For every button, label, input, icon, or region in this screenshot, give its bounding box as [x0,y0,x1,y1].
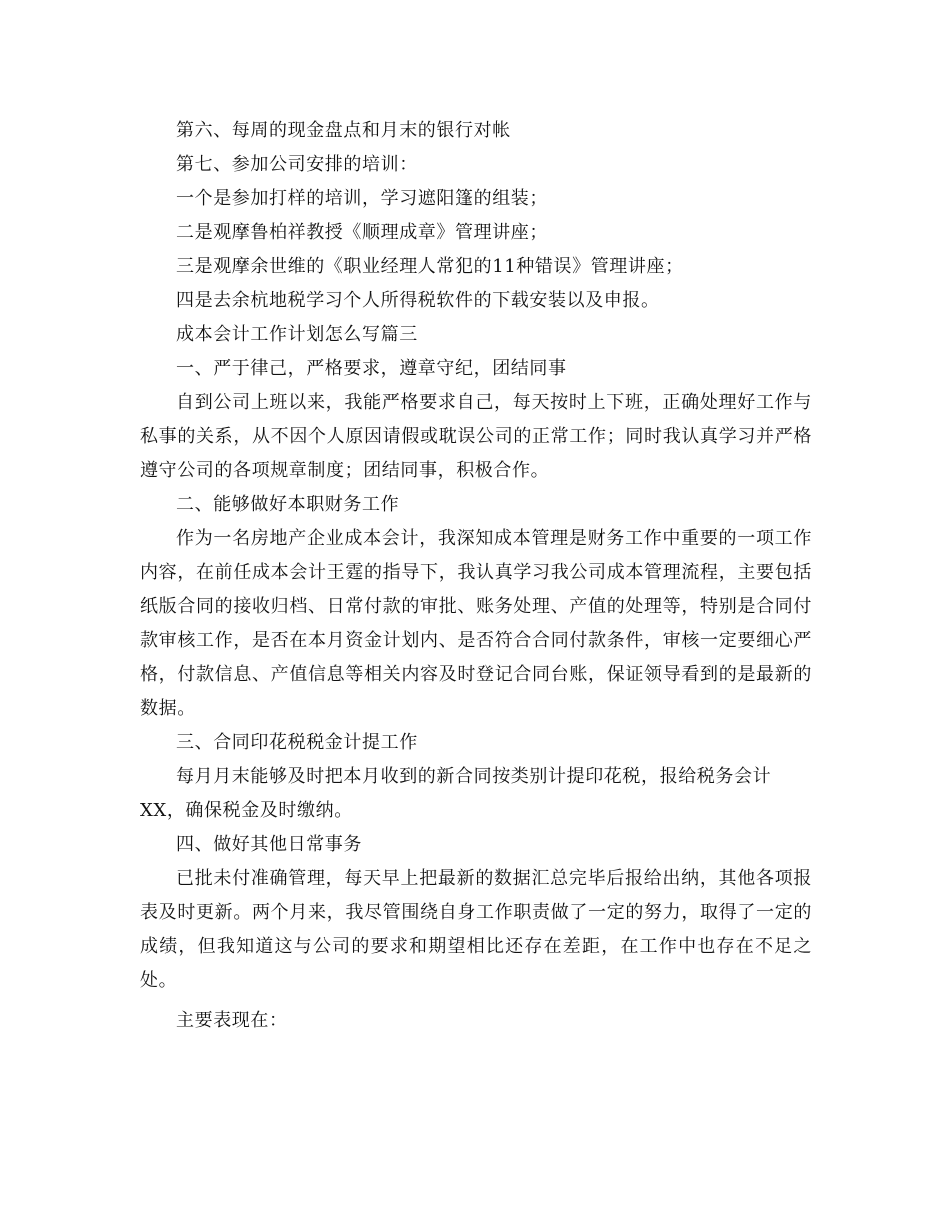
text-line: 主要表现在： [176,1010,288,1031]
text-line: 成绩，但我知道这与公司的要求和期望相比还存在差距，在工作中也存在不足之 [140,936,812,957]
text-line: 四是去余杭地税学习个人所得税软件的下载安装以及申报。 [176,290,660,311]
text-line: 已批未付准确管理，每天早上把最新的数据汇总完毕后报给出纳，其他各项报 [176,868,812,889]
text-line: 遵守公司的各项规章制度；团结同事，积极合作。 [140,460,550,481]
text-line: 数据。 [140,698,196,719]
text-line: 一、严于律己，严格要求，遵章守纪，团结同事 [176,358,567,379]
text-line: 四、做好其他日常事务 [176,834,362,855]
text-line: 一个是参加打样的培训，学习遮阳篷的组装； [176,188,548,209]
text-line: 二是观摩鲁柏祥教授《顺理成章》管理讲座； [176,222,548,243]
text-line: 内容，在前任成本会计王霆的指导下，我认真学习我公司成本管理流程，主要包括 [140,562,812,583]
text-line: 第六、每周的现金盘点和月末的银行对帐 [176,120,511,141]
text-line: 自到公司上班以来，我能严格要求自己，每天按时上下班，正确处理好工作与 [176,392,812,413]
document-body [140,114,812,1038]
text-line: 表及时更新。两个月来，我尽管围绕自身工作职责做了一定的努力，取得了一定的 [140,902,812,923]
text-line: 款审核工作，是否在本月资金计划内、是否符合合同付款条件，审核一定要细心严 [140,630,812,651]
text-line: 第七、参加公司安排的培训： [176,154,418,175]
text-line: 私事的关系，从不因个人原因请假或耽误公司的正常工作；同时我认真学习并严格 [140,426,812,447]
text-line: 每月月末能够及时把本月收到的新合同按类别计提印花税，报给税务会计 [176,766,772,787]
text-line: 处。 [140,970,178,991]
text-line: 格，付款信息、产值信息等相关内容及时登记合同台账，保证领导看到的是最新的 [140,664,812,685]
text-line: 成本会计工作计划怎么写篇三 [176,324,418,345]
text-line: 二、能够做好本职财务工作 [176,494,400,515]
text-line: 三、合同印花税税金计提工作 [176,732,418,753]
text-line: XX，确保税金及时缴纳。 [140,800,353,821]
text-line: 作为一名房地产企业成本会计，我深知成本管理是财务工作中重要的一项工作 [176,528,812,549]
text-line: 三是观摩余世维的《职业经理人常犯的11种错误》管理讲座； [176,256,684,277]
text-line: 纸版合同的接收归档、日常付款的审批、账务处理、产值的处理等，特别是合同付 [140,596,812,617]
